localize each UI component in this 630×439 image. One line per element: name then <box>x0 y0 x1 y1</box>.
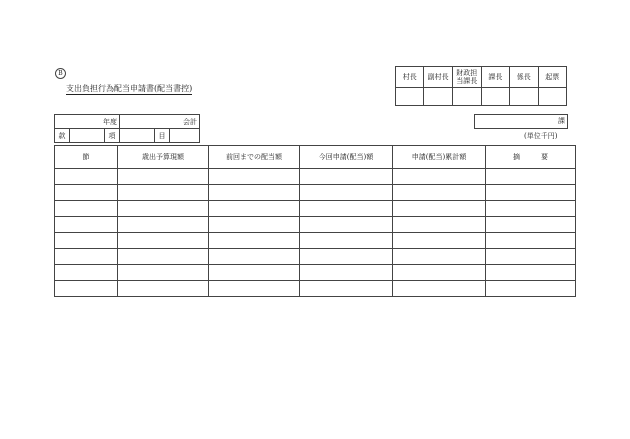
kan-label: 款 <box>55 129 70 143</box>
cell-budget[interactable] <box>118 265 209 281</box>
cell-previous[interactable] <box>209 201 300 217</box>
cell-remarks[interactable] <box>486 249 576 265</box>
cell-budget[interactable] <box>118 169 209 185</box>
cell-remarks[interactable] <box>486 217 576 233</box>
cell-section[interactable] <box>55 265 118 281</box>
approval-seal-box[interactable] <box>538 88 566 106</box>
cell-cumulative[interactable] <box>393 249 486 265</box>
cell-cumulative[interactable] <box>393 201 486 217</box>
col-header-section: 節 <box>55 146 118 169</box>
cell-cumulative[interactable] <box>393 169 486 185</box>
col-header-previous: 前回までの配当額 <box>209 146 300 169</box>
approval-header-section-chief: 課長 <box>481 67 509 88</box>
table-row <box>55 217 576 233</box>
table-row <box>55 185 576 201</box>
approval-header-deputy-head: 副村長 <box>424 67 452 88</box>
approval-header-finance-manager: 財政担当課長 <box>452 67 481 88</box>
kou-label: 項 <box>105 129 120 143</box>
approval-seal-box[interactable] <box>510 88 538 106</box>
cell-remarks[interactable] <box>486 265 576 281</box>
cell-current[interactable] <box>300 201 393 217</box>
cell-budget[interactable] <box>118 249 209 265</box>
cell-remarks[interactable] <box>486 185 576 201</box>
cell-section[interactable] <box>55 233 118 249</box>
cell-current[interactable] <box>300 217 393 233</box>
cell-remarks[interactable] <box>486 281 576 297</box>
col-header-current: 今回申請(配当)額 <box>300 146 393 169</box>
approval-seal-box[interactable] <box>424 88 452 106</box>
table-row <box>55 281 576 297</box>
cell-section[interactable] <box>55 281 118 297</box>
kou-value[interactable] <box>120 129 155 143</box>
allocation-table <box>54 145 576 297</box>
form-title: 支出負担行為配当申請書(配当書控) <box>66 84 193 93</box>
approval-header-drafter: 起票 <box>538 67 566 88</box>
allocation-rows <box>55 169 576 297</box>
department-label: 課 <box>558 117 565 125</box>
approval-seal-box[interactable] <box>481 88 509 106</box>
cell-remarks[interactable] <box>486 201 576 217</box>
cell-budget[interactable] <box>118 185 209 201</box>
cell-current[interactable] <box>300 185 393 201</box>
approval-seal-box[interactable] <box>452 88 481 106</box>
table-row <box>55 249 576 265</box>
form-mark: B <box>55 68 66 79</box>
cell-section[interactable] <box>55 169 118 185</box>
moku-value[interactable] <box>170 129 200 143</box>
cell-cumulative[interactable] <box>393 233 486 249</box>
cell-budget[interactable] <box>118 281 209 297</box>
year-cell[interactable]: 年度 <box>55 115 120 129</box>
cell-cumulative[interactable] <box>393 281 486 297</box>
cell-previous[interactable] <box>209 265 300 281</box>
accounting-cell[interactable]: 会計 <box>120 115 200 129</box>
col-header-cumulative: 申請(配当)累計額 <box>393 146 486 169</box>
table-row <box>55 201 576 217</box>
cell-previous[interactable] <box>209 249 300 265</box>
approval-header-subsection-chief: 係長 <box>510 67 538 88</box>
cell-current[interactable] <box>300 281 393 297</box>
moku-label: 目 <box>155 129 170 143</box>
cell-current[interactable] <box>300 265 393 281</box>
cell-cumulative[interactable] <box>393 217 486 233</box>
cell-previous[interactable] <box>209 233 300 249</box>
cell-section[interactable] <box>55 217 118 233</box>
cell-previous[interactable] <box>209 169 300 185</box>
cell-current[interactable] <box>300 169 393 185</box>
kan-value[interactable] <box>70 129 105 143</box>
approval-seal-box[interactable] <box>396 88 424 106</box>
cell-section[interactable] <box>55 249 118 265</box>
cell-cumulative[interactable] <box>393 185 486 201</box>
approval-header-village-head: 村長 <box>396 67 424 88</box>
cell-section[interactable] <box>55 201 118 217</box>
cell-budget[interactable] <box>118 217 209 233</box>
unit-note: (単位千円) <box>524 132 558 140</box>
cell-budget[interactable] <box>118 233 209 249</box>
cell-current[interactable] <box>300 249 393 265</box>
department-field[interactable] <box>474 114 568 129</box>
approval-stamp-table <box>395 66 567 106</box>
cell-current[interactable] <box>300 233 393 249</box>
table-row <box>55 265 576 281</box>
cell-previous[interactable] <box>209 185 300 201</box>
table-row <box>55 169 576 185</box>
col-header-budget: 歳出予算現額 <box>118 146 209 169</box>
table-row <box>55 233 576 249</box>
cell-remarks[interactable] <box>486 169 576 185</box>
account-table <box>54 114 200 143</box>
col-header-remarks: 摘 要 <box>486 146 576 169</box>
cell-section[interactable] <box>55 185 118 201</box>
cell-previous[interactable] <box>209 281 300 297</box>
cell-previous[interactable] <box>209 217 300 233</box>
cell-cumulative[interactable] <box>393 265 486 281</box>
cell-remarks[interactable] <box>486 233 576 249</box>
cell-budget[interactable] <box>118 201 209 217</box>
